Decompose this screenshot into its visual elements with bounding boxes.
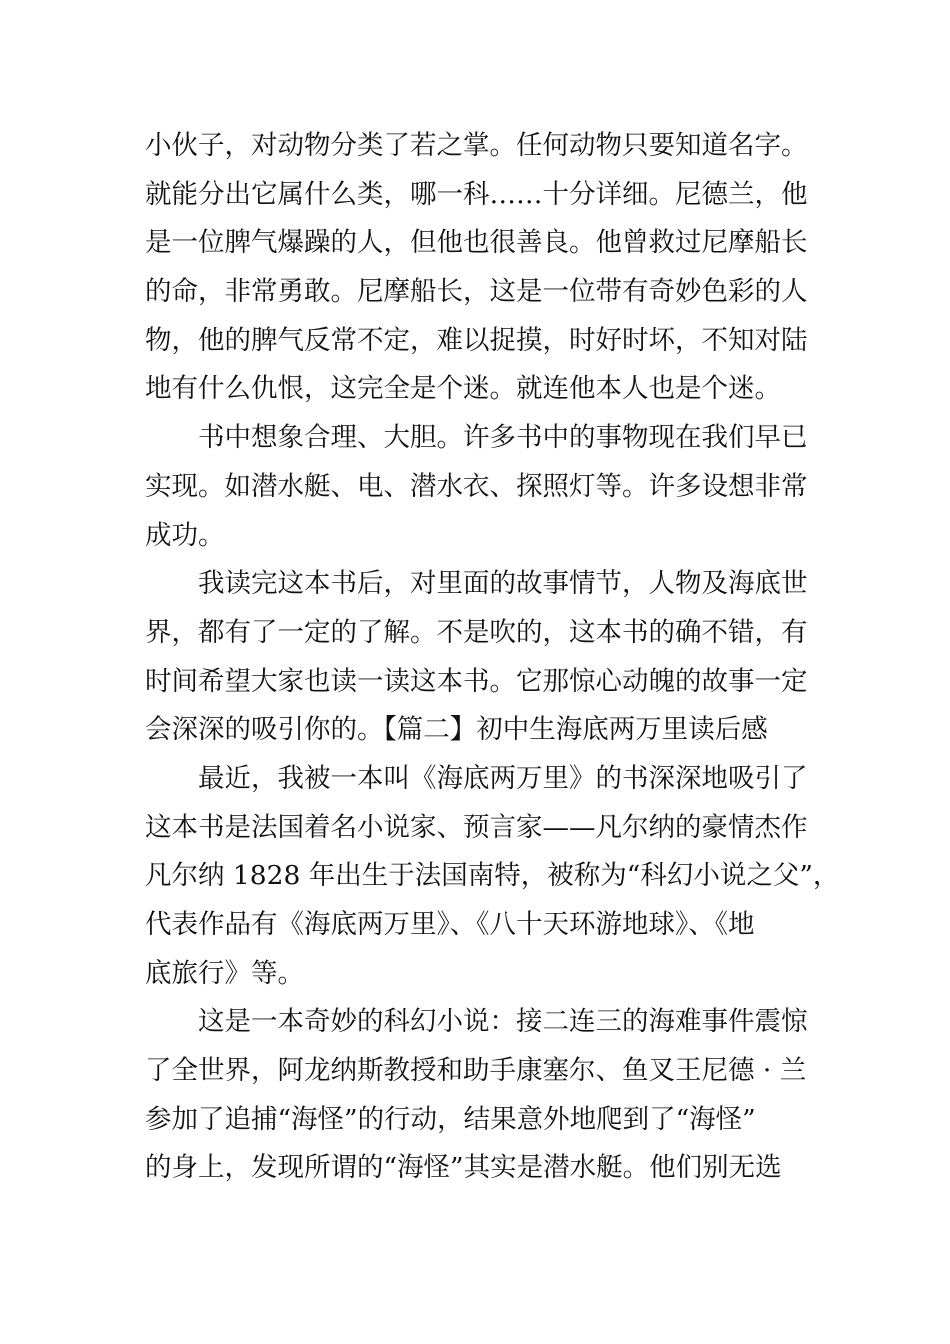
text-line: 凡尔纳 1828 年出生于法国南特，被称为“科幻小说之父”，	[145, 860, 840, 892]
text-line: 参加了追捕“海怪”的行动，结果意外地爬到了“海怪”	[145, 1103, 756, 1135]
text-line: 小伙子，对动物分类了若之掌。任何动物只要知道名字。	[145, 130, 808, 161]
text-line: 就能分出它属什么类，哪一科……十分详细。尼德兰，他	[145, 178, 808, 210]
paragraph-first-line: 最近，我被一本叫《海底两万里》的书深深地吸引了	[198, 762, 808, 794]
text-line: 成功。	[145, 519, 225, 551]
text-line: 的命，非常勇敢。尼摩船长，这是一位带有奇妙色彩的人	[145, 276, 808, 308]
paragraph-first-line: 这是一本奇妙的科幻小说：接二连三的海难事件震惊	[198, 1006, 808, 1038]
text-line: 代表作品有《海底两万里》、《八十天环游地球》、《地	[145, 909, 755, 940]
paragraph-first-line: 书中想象合理、大胆。许多书中的事物现在我们早已	[198, 422, 808, 454]
text-line: 会深深的吸引你的。【篇二】初中生海底两万里读后感	[145, 714, 768, 746]
document-body	[145, 122, 840, 1193]
text-line: 时间希望大家也读一读这本书。它那惊心动魄的故事一定	[145, 665, 808, 697]
text-line: 界，都有了一定的了解。不是吹的，这本书的确不错，有	[145, 616, 808, 648]
text-line: 了全世界，阿龙纳斯教授和助手康塞尔、鱼叉王尼德 · 兰	[145, 1055, 807, 1087]
text-line: 物，他的脾气反常不定，难以捉摸，时好时坏，不知对陆	[145, 324, 808, 356]
text-line: 底旅行》等。	[145, 957, 304, 989]
text-line: 的身上，发现所谓的“海怪”其实是潜水艇。他们别无选	[145, 1152, 782, 1184]
text-line: 实现。如潜水艇、电、潜水衣、探照灯等。许多设想非常	[145, 470, 808, 502]
text-line: 地有什么仇恨，这完全是个迷。就连他本人也是个迷。	[145, 373, 781, 405]
paragraph-first-line: 我读完这本书后，对里面的故事情节，人物及海底世	[198, 568, 808, 600]
text-line: 这本书是法国着名小说家、预言家——凡尔纳的豪情杰作	[145, 811, 808, 843]
text-line: 是一位脾气爆躁的人，但他也很善良。他曾救过尼摩船长	[145, 227, 808, 259]
